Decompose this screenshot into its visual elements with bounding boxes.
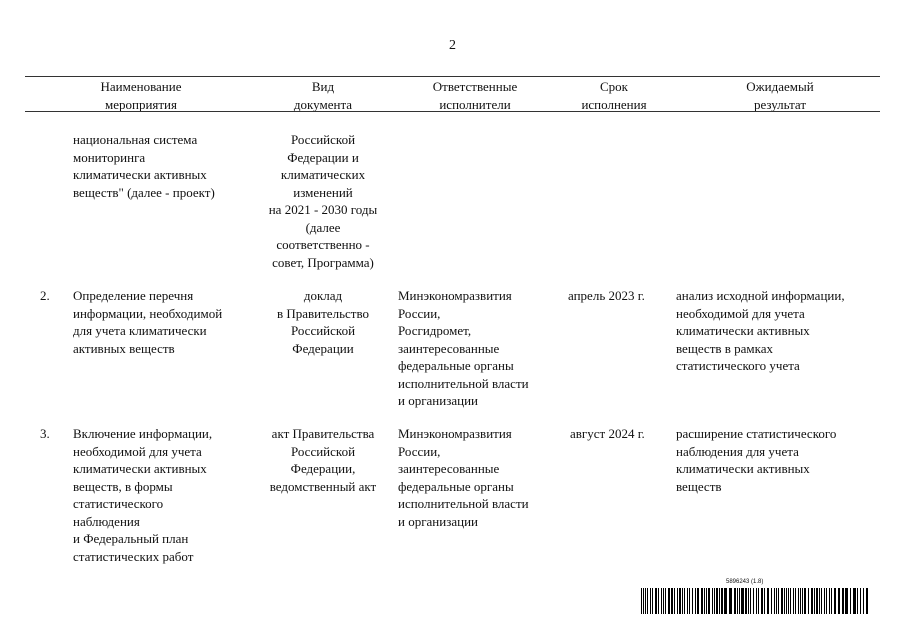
row3-number: 3. (40, 426, 50, 441)
row1-doc-type: Российской Федерации и климатических изменений на 2021 - 2030 годы (далее соответственно - совет, Программа) (268, 132, 378, 270)
row3-result: расширение статистического наблюдения для учета климатически активных веществ (676, 426, 837, 494)
row3-doc-type: акт Правительства Российской Федерации, ведомственный акт (269, 426, 377, 494)
row2-result: анализ исходной информации, необходимой для учета климатически активных веществ в рамках статистического учета (676, 288, 845, 373)
row3-deadline: август 2024 г. (570, 426, 645, 441)
row2-deadline: апрель 2023 г. (568, 288, 645, 303)
row3-executors: Минэкономразвития России, заинтересованные федеральные органы исполнительной власти и организации (398, 426, 529, 529)
row2-executors: Минэкономразвития России, Росгидромет, заинтересованные федеральные органы исполнительной власти и организации (398, 288, 529, 408)
barcode-caption: 5896243 (1.8) (726, 579, 764, 585)
header-doc-type: Вид документа (293, 79, 353, 112)
table-top-rule (25, 76, 880, 77)
barcode-image (641, 588, 869, 614)
table-header-rule (25, 111, 880, 112)
row1-name: национальная система мониторинга климатически активных веществ" (далее - проект) (73, 132, 215, 200)
header-deadline: Срок исполнения (581, 79, 647, 112)
row3-name: Включение информации, необходимой для учета климатически активных веществ, в формы статистического наблюдения и Федеральный план статистических работ (73, 426, 213, 564)
row2-name: Определение перечня информации, необходимой для учета климатически активных веществ (73, 288, 223, 356)
page-number: 2 (449, 38, 456, 53)
header-result: Ожидаемый результат (746, 79, 814, 112)
header-executors: Ответственные исполнители (432, 79, 518, 112)
row2-number: 2. (40, 288, 50, 303)
row2-doc-type: доклад в Правительство Российской Федерации (276, 288, 369, 356)
header-name: Наименование мероприятия (100, 79, 182, 112)
